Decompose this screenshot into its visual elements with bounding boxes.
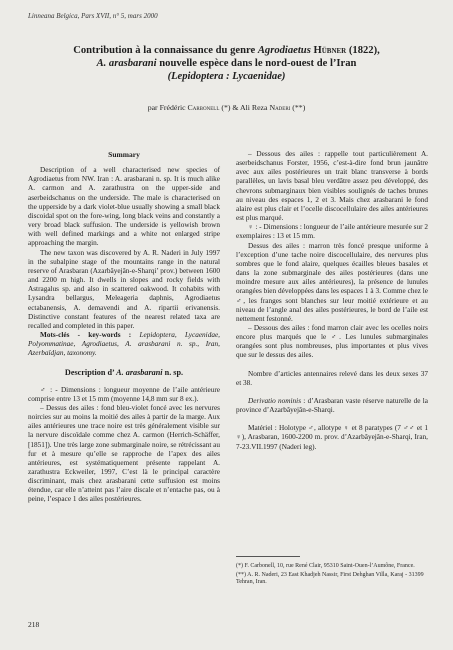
author-line: par Frédéric Carbonell (*) & Ali Reza Naderi (**) <box>147 103 306 112</box>
title-line-3: (Lepidoptera : Lycaenidae) <box>167 71 286 82</box>
female-dimensions: ♀ : - Dimensions : longueur de l’aile antérieure mesurée sur 2 exemplaires : 13 et 15 mm. <box>236 223 428 241</box>
footnote-1: (*) F. Carbonell, 10, rue René Clair, 95310 Saint-Ouen-l’Aumône, France. <box>236 563 415 569</box>
summary-paragraph-1: Description of a well characterised new species of Agrodiaetus from NW. Iran : A. arasbarani n. sp. It is much alike A. carmon and A. zarathustra on the upper-side and aserbeidschanus on the underside. The male is characterised on the upperside by a dark violet-blue usually showing a small black discoidal spot on the fore-wing, long black veins and constantly a very broad black suffusion. The underside is yellowish brown with well defined markings and a white not enlarged stripe approaching the margin. <box>28 166 220 248</box>
left-column <box>28 150 220 505</box>
derivatio-nominis: Derivatio nominis : d’Arasbaran vaste réserve naturelle de la province d’Azarbâyejân-e-Sharqi. <box>236 396 428 415</box>
title-line-1: Contribution à la connaissance du genre Agrodiaetus Hübner (1822), <box>73 45 380 56</box>
antennae-count: Nombre d’articles antennaires relevé dans les deux sexes 37 et 38. <box>236 369 428 387</box>
footnote-rule <box>236 556 300 557</box>
summary-heading: Summary <box>108 150 140 159</box>
keywords: Mots-clés - key-words : Lepidoptera, Lycaenidae, Polyommatinae, Agrodiaetus, A. arasbarani n. sp., Iran, Azerbaïdjan, taxonomy. <box>28 330 220 358</box>
male-underside: – Dessous des ailes : rappelle tout particulièrement A. aserbeidschanus Forster, 1956, c’est-à-dire fond brun jaunâtre avec aux ailes postérieures un trait blanc transverse à bords parallèles, un lavis basal bleu verdâtre assez peu développé, des chevrons submarginaux bien visibles soulignés de taches brunes au niveau des espaces 1, 2 et 3. Mais chez arasbarani le fond alaire est plus clair et l’ocelle discocellulaire des ailes antérieures est plus marqué. <box>236 150 428 223</box>
summary-paragraph-2: The new taxon was discovered by A. R. Naderi in July 1997 in the subalpine stage of the mountains range in the natural reserve of Arasbaran (Azarbâyejân-e-Sharqi’ prov.) between 1600 and 2200 m high. It dwells in slopes and rocky fields with Astragalus sp. and also in scattered oakwood. It cohabits with Lysandra bellargus, Meleageria daphnis, Agrodiaetus ectabanensis, A. demavendi and A. ripartii erivanensis. Distinctive constant features of the nearest related taxa are recalled and completed in this paper. <box>28 248 220 330</box>
page-number: 218 <box>28 620 40 629</box>
running-head: Linneana Belgica, Pars XVII, n° 5, mars 2000 <box>28 12 158 20</box>
male-dimensions: ♂ : - Dimensions : longueur moyenne de l’aile antérieure comprise entre 13 et 15 mm (moyenne 14,8 mm sur 8 ex.). <box>28 385 220 403</box>
description-heading: Description d’ A. arasbarani n. sp. <box>64 368 184 378</box>
male-upperside: – Dessus des ailes : fond bleu-violet foncé avec les nervures noircies sur au moins la moitié des ailes à partir de la marge. Aux ailes antérieures une trace noire est très généralement visible sur la nervure discoïdale comme chez A. carmon (Herrich-Schäffer, [1851]). Une très large zone submarginale noire, se rétrécissant au fur et à mesure qu’elle se rapproche de l’apex des ailes antérieures, est systématiquement présente rappelant A. zarathustra Eckweiler, 1997, C’est là le principal caractère discriminant, mais chez arasbarani cette suffusion est moins étendue, car elle n’atteint pas l’aire discale et n’entache pas, ou à peine, l’espace 1 des ailes postérieures. <box>28 403 220 504</box>
female-upperside: Dessus des ailes : marron très foncé presque uniforme à l’exception d’une tache noire discocellulaire, des nervures plus sombres que le fond alaire, quelques écailles bleues basales et dans la zone submarginale des ailes postérieures (dans une moindre mesure aux ailes antérieures), la présence de lunules orangées bien développées dans les espaces 1 à 3. Comme chez le ♂, les franges sont blanches sur leur moitié extérieure et au niveau de l’angle anal des ailes postérieures, le bord de l’aile est nettement festonné. <box>236 241 428 323</box>
article-title <box>20 44 433 83</box>
footnote-2: (**) A. R. Naderi, 23 East Khadjeh Nassir, First Dehghan Villa, Karaj - 31399 Tehran, Iran. <box>236 571 424 586</box>
material-examined: Matériel : Holotype ♂, allotype ♀ et 8 paratypes (7 ♂♂ et 1 ♀), Arasbaran, 1600-2200 m. prov. d’Azarbâyejân-e-Sharqi, Iran, 7-23.VII.1997 (Naderi leg). <box>236 424 428 451</box>
footnotes <box>236 556 428 588</box>
right-column <box>236 150 428 452</box>
female-underside: – Dessous des ailes : fond marron clair avec les ocelles noirs encore plus marqués que le ♂. Les lunules submarginales orangées sont plus nombreuses, plus importantes et plus vives que sur le dessus des ailes. <box>236 323 428 360</box>
title-line-2: A. arasbarani nouvelle espèce dans le nord-ouest de l’Iran <box>96 58 357 69</box>
